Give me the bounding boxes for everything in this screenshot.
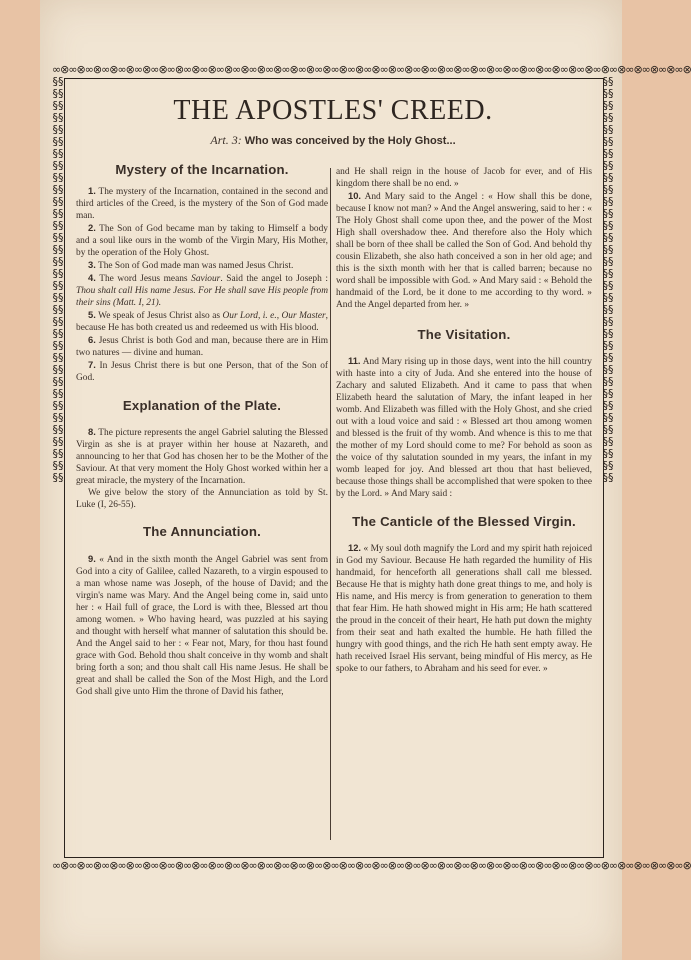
paragraph-4: 4. The word Jesus means Saviour. Said the angel to Joseph : Thou shalt call His name Jesus. For He shall save His people from their sins (Matt. I, 21). — [76, 272, 328, 308]
paragraph-5: 5. We speak of Jesus Christ also as Our Lord, i. e., Our Master, because He has both created us and redeemed us with His blood. — [76, 309, 328, 333]
heading-plate: Explanation of the Plate. — [122, 398, 282, 413]
article-label: Art. 3: — [210, 133, 242, 147]
heading-visitation: The Visitation. — [417, 327, 511, 342]
heading-canticle: The Canticle of the Blessed Virgin. — [352, 514, 576, 529]
paragraph-9: 9. « And in the sixth month the Angel Gabriel was sent from God into a city of Galilee, called Nazareth, to a virgin espoused to a man whose name was Joseph, of the house of David; and the virgin's name was Mary. And the Angel being come in, said unto her : « Hail full of grace, the Lord is with thee, Blessed art thou among women. » Who having heard, was puzzled at his saying and thought with herself what manner of salutation this should be. And the Angel said to her : « Fear not, Mary, for thou hast found grace with God. Behold thou shalt conceive in thy womb and shalt bring forth a son; and thou shalt call His name Jesus. He shall be great and shall be called the Son of the Most High, and the Lord God shall give unto Him the throne of David his father, — [76, 553, 328, 697]
paragraph-6: 6. Jesus Christ is both God and man, because there are in Him two natures — divine and human. — [76, 334, 329, 358]
top-ornament-border: ∞⊗∞⊗∞⊗∞⊗∞⊗∞⊗∞⊗∞⊗∞⊗∞⊗∞⊗∞⊗∞⊗∞⊗∞⊗∞⊗∞⊗∞⊗∞⊗∞⊗∞⊗∞⊗∞⊗∞⊗∞⊗∞⊗∞⊗∞⊗∞⊗∞⊗∞⊗∞⊗∞⊗∞⊗∞⊗∞⊗∞⊗∞⊗∞⊗ — [52, 63, 691, 76]
paragraph-8b: We give below the story of the Annunciation as told by St. Luke (I, 26-55). — [76, 488, 328, 510]
left-ornament-border: §§§§§§§§§§§§§§§§§§§§§§§§§§§§§§§§§§§§§§§§§§§§§§§§§§§§§§§§§§§§§§§§§§§§ — [52, 75, 64, 484]
column-divider — [330, 168, 331, 840]
paragraph-2: 2. The Son of God became man by taking to Himself a body and a soul like ours in the womb of the Virgin Mary, His Mother, by the operation of the Holy Ghost. — [76, 222, 328, 258]
paragraph-3: 3. The Son of God made man was named Jesus Christ. — [88, 259, 294, 271]
paragraph-1: 1. The mystery of the Incarnation, contained in the second and third articles of the Creed, is the mystery of the Son of God made man. — [76, 185, 328, 221]
right-column — [336, 166, 592, 675]
paragraph-12: 12. « My soul doth magnify the Lord and my spirit hath rejoiced in God my Saviour. Because He hath regarded the humility of His handmaid, for henceforth all generations shall call me blessed. Because He that is mighty hath done great things to me, and holy is His name, and His mercy is from generation to generation to them that fear Him. He hath showed might in His arm; He hath scattered the proud in the conceit of their heart, He hath put down the mighty from their seat and hath exalted the humble. He hath filled the hungry with good things, and the rich He hath sent empty away. He hath received Israel His servant, being mindful of His mercy, as He spoke to our fathers, to Abraham and his seed for ever. » — [336, 542, 593, 674]
paragraph-10: 10. And Mary said to the Angel : « How shall this be done, because I know not man? » And the Angel answering, said to her : « The Holy Ghost shall come upon thee, and the power of the Most High shall overshadow thee. And therefore also the Holy which shall be born of thee shall be called the Son of God. And behold thy cousin Elizabeth, she also hath conceived a son in her old age; and this is the sixth month with her that is called barren; because no word shall be impossible with God. » And Mary said : « Behold the handmaid of the Lord, be it done to me according to thy word. » And the Angel departed from her. » — [336, 190, 592, 310]
paragraph-9-continued: and He shall reign in the house of Jacob for ever, and of His kingdom there shall be no end. » — [336, 167, 592, 189]
heading-annunciation: The Annunciation. — [143, 524, 261, 539]
paragraph-7: 7. In Jesus Christ there is but one Person, that of the Son of God. — [76, 359, 329, 383]
article-subtitle — [64, 133, 602, 148]
bottom-ornament-border: ∞⊗∞⊗∞⊗∞⊗∞⊗∞⊗∞⊗∞⊗∞⊗∞⊗∞⊗∞⊗∞⊗∞⊗∞⊗∞⊗∞⊗∞⊗∞⊗∞⊗∞⊗∞⊗∞⊗∞⊗∞⊗∞⊗∞⊗∞⊗∞⊗∞⊗∞⊗∞⊗∞⊗∞⊗∞⊗∞⊗∞⊗∞⊗∞⊗ — [52, 859, 691, 872]
left-column — [76, 164, 328, 698]
page-title: THE APOSTLES' CREED. — [173, 95, 493, 126]
heading-mystery: Mystery of the Incarnation. — [115, 162, 289, 177]
right-ornament-border: §§§§§§§§§§§§§§§§§§§§§§§§§§§§§§§§§§§§§§§§§§§§§§§§§§§§§§§§§§§§§§§§§§§§ — [602, 75, 614, 484]
paragraph-8: 8. The picture represents the angel Gabriel saluting the Blessed Virgin as she is at prayer within her house at Nazareth, and announcing to her that God has chosen her to be the Mother of the Saviour. At that very moment the Holy Ghost worked within her a great miracle, the mystery of the Incarnation. — [76, 426, 328, 486]
article-text: Who was conceived by the Holy Ghost... — [244, 135, 456, 147]
paragraph-11: 11. And Mary rising up in those days, went into the hill country with haste into a city of Juda. And she entered into the house of Zachary and saluted Elizabeth. And it came to pass that when Elizabeth heard the salutation of Mary, the infant leaped in her womb. And Elizabeth was filled with the Holy Ghost, and she cried out with a loud voice and said : « Blessed art thou among women and blessed is the fruit of thy womb. And whence is this to me that the mother of my Lord should come to me? For behold as soon as the voice of thy salutation sounded in my years, the infant in my womb leaped for joy. And blessed art thou that hast believed, because those things shall be accomplished that were spoken to thee by the Lord. » And Mary said : — [336, 355, 592, 499]
